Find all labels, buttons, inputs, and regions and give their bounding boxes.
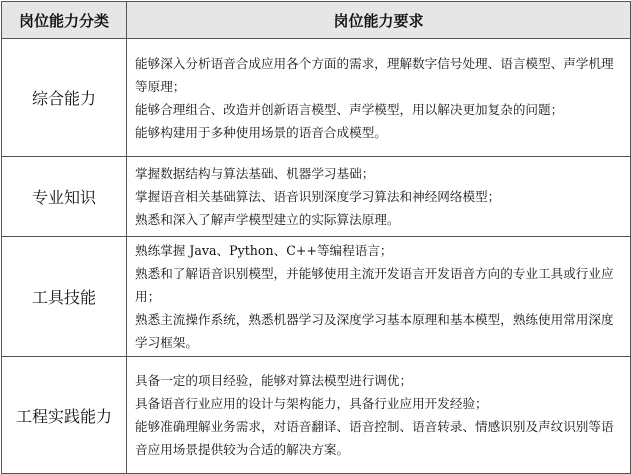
header-requirement: 岗位能力要求 xyxy=(127,2,631,39)
requirement-item: 能够构建用于多种使用场景的语音合成模型。 xyxy=(135,124,387,140)
table-row xyxy=(2,39,631,157)
category-cell: 工具技能 xyxy=(2,237,127,357)
requirement-item: 具备一定的项目经验，能够对算法模型进行调优； xyxy=(135,373,413,388)
table-header-row xyxy=(2,2,631,39)
requirement-item: 掌握语音相关基础算法、语音识别深度学习算法和神经网络模型； xyxy=(135,189,501,204)
requirement-cell xyxy=(127,237,631,357)
category-cell: 综合能力 xyxy=(2,39,127,157)
competency-table xyxy=(1,1,631,474)
table-row xyxy=(2,237,631,357)
requirement-item: 能够准确理解业务需求，对语音翻译、语音控制、语音转录、情感识别及声纹识别等语音应用场景提供较为合适的解决方案。 xyxy=(135,419,614,457)
category-cell: 工程实践能力 xyxy=(2,357,127,474)
requirement-item: 能够合理组合、改造并创新语言模型、声学模型，用以解决更加复杂的问题； xyxy=(135,101,564,117)
requirement-cell xyxy=(127,39,631,157)
table-row xyxy=(2,357,631,474)
requirement-item: 熟悉主流操作系统，熟悉机器学习及深度学习基本原理和基本模型，熟练使用常用深度学习框架。 xyxy=(135,312,614,350)
requirement-item: 能够深入分析语音合成应用各个方面的需求，理解数字信号处理、语言模型、声学机理等原理； xyxy=(135,55,614,94)
table-row xyxy=(2,157,631,237)
header-category: 岗位能力分类 xyxy=(2,2,127,39)
requirement-item: 掌握数据结构与算法基础、机器学习基础； xyxy=(135,166,375,181)
requirement-item: 熟悉和了解语音识别模型，并能够使用主流开发语言开发语音方向的专业工具或行业应用； xyxy=(135,266,614,304)
requirement-cell xyxy=(127,357,631,474)
requirement-item: 熟练掌握 Java、Python、C++等编程语言； xyxy=(135,243,393,258)
requirement-item: 具备语音行业应用的设计与架构能力，具备行业应用开发经验； xyxy=(135,396,488,411)
category-cell: 专业知识 xyxy=(2,157,127,237)
requirement-cell xyxy=(127,157,631,237)
requirement-item: 熟悉和深入了解声学模型建立的实际算法原理。 xyxy=(135,212,400,227)
